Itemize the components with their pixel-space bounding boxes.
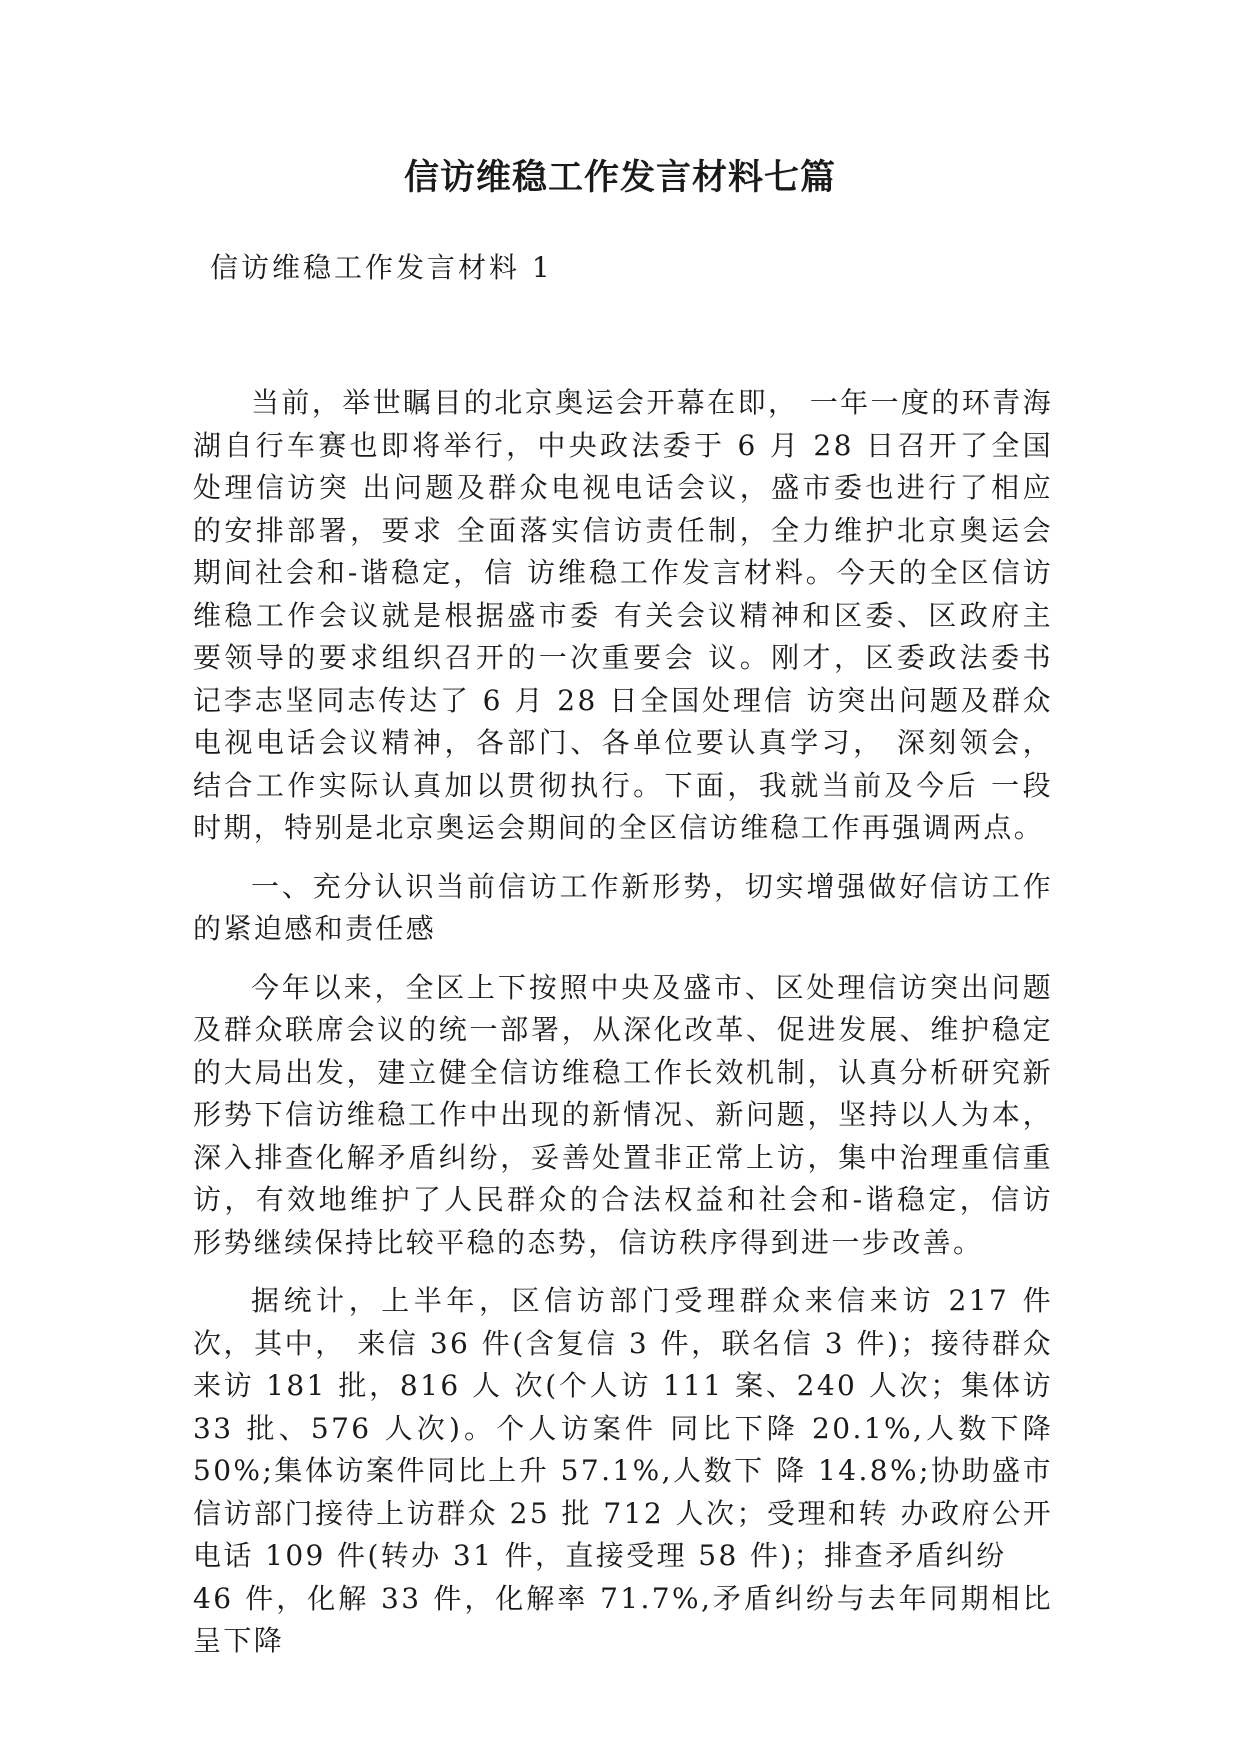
- document-body: [193, 382, 1053, 1679]
- section-heading: 信访维稳工作发言材料 1: [210, 251, 553, 284]
- paragraph-heading-one: 一、充分认识当前信访工作新形势，切实增强做好信访工作的紧迫感和责任感: [193, 869, 1053, 945]
- paragraph-statistics-continued: 46 件，化解 33 件，化解率 71.7%,矛盾纠纷与去年同期相比呈下降: [193, 1581, 1053, 1657]
- paragraph-situation: 今年以来，全区上下按照中央及盛市、区处理信访突出问题及群众联席会议的统一部署，从深化改革、促进发展、维护稳定的大局出发，建立健全信访维稳工作长效机制，认真分析研究新形势下信访维稳工作中出现的新情况、新问题，坚持以人为本，深入排查化解矛盾纠纷，妥善处置非正常上访，集中治理重信重访，有效地维护了人民群众的合法权益和社会和-谐稳定，信访形势继续保持比较平稳的态势，信访秩序得到进一步改善。: [193, 970, 1053, 1259]
- paragraph-statistics: 据统计，上半年，区信访部门受理群众来信来访 217 件次，其中， 来信 36 件(含复信 3 件，联名信 3 件)；接待群众来访 181 批，816 人 次(个人访 111 案、240 人次；集体访 33 批、576 人次)。个人访案件 同比下降 20.1%,人数下降 50%;集体访案件同比上升 57.1%,人数下 降 14.8%;协助盛市信访部门接待上访群众 25 批 712 人次；受理和转 办政府公开电话 109 件(转办 31 件，直接受理 58 件)；排查矛盾纠纷: [193, 1284, 1053, 1572]
- document-title: 信访维稳工作发言材料七篇: [403, 158, 836, 198]
- paragraph-intro: 当前，举世瞩目的北京奥运会开幕在即， 一年一度的环青海湖自行车赛也即将举行，中央政法委于 6 月 28 日召开了全国处理信访突 出问题及群众电视电话会议，盛市委也进行了相应的安排部署，要求 全面落实信访责任制，全力维护北京奥运会期间社会和-谐稳定，信 访维稳工作发言材料。今天的全区信访维稳工作会议就是根据盛市委 有关会议精神和区委、区政府主要领导的要求组织召开的一次重要会 议。刚才，区委政法委书记李志坚同志传达了 6 月 28 日全国处理信 访突出问题及群众电视电话会议精神，各部门、各单位要认真学习， 深刻领会，结合工作实际认真加以贯彻执行。下面，我就当前及今后 一段时期，特别是北京奥运会期间的全区信访维稳工作再强调两点。: [193, 386, 1053, 844]
